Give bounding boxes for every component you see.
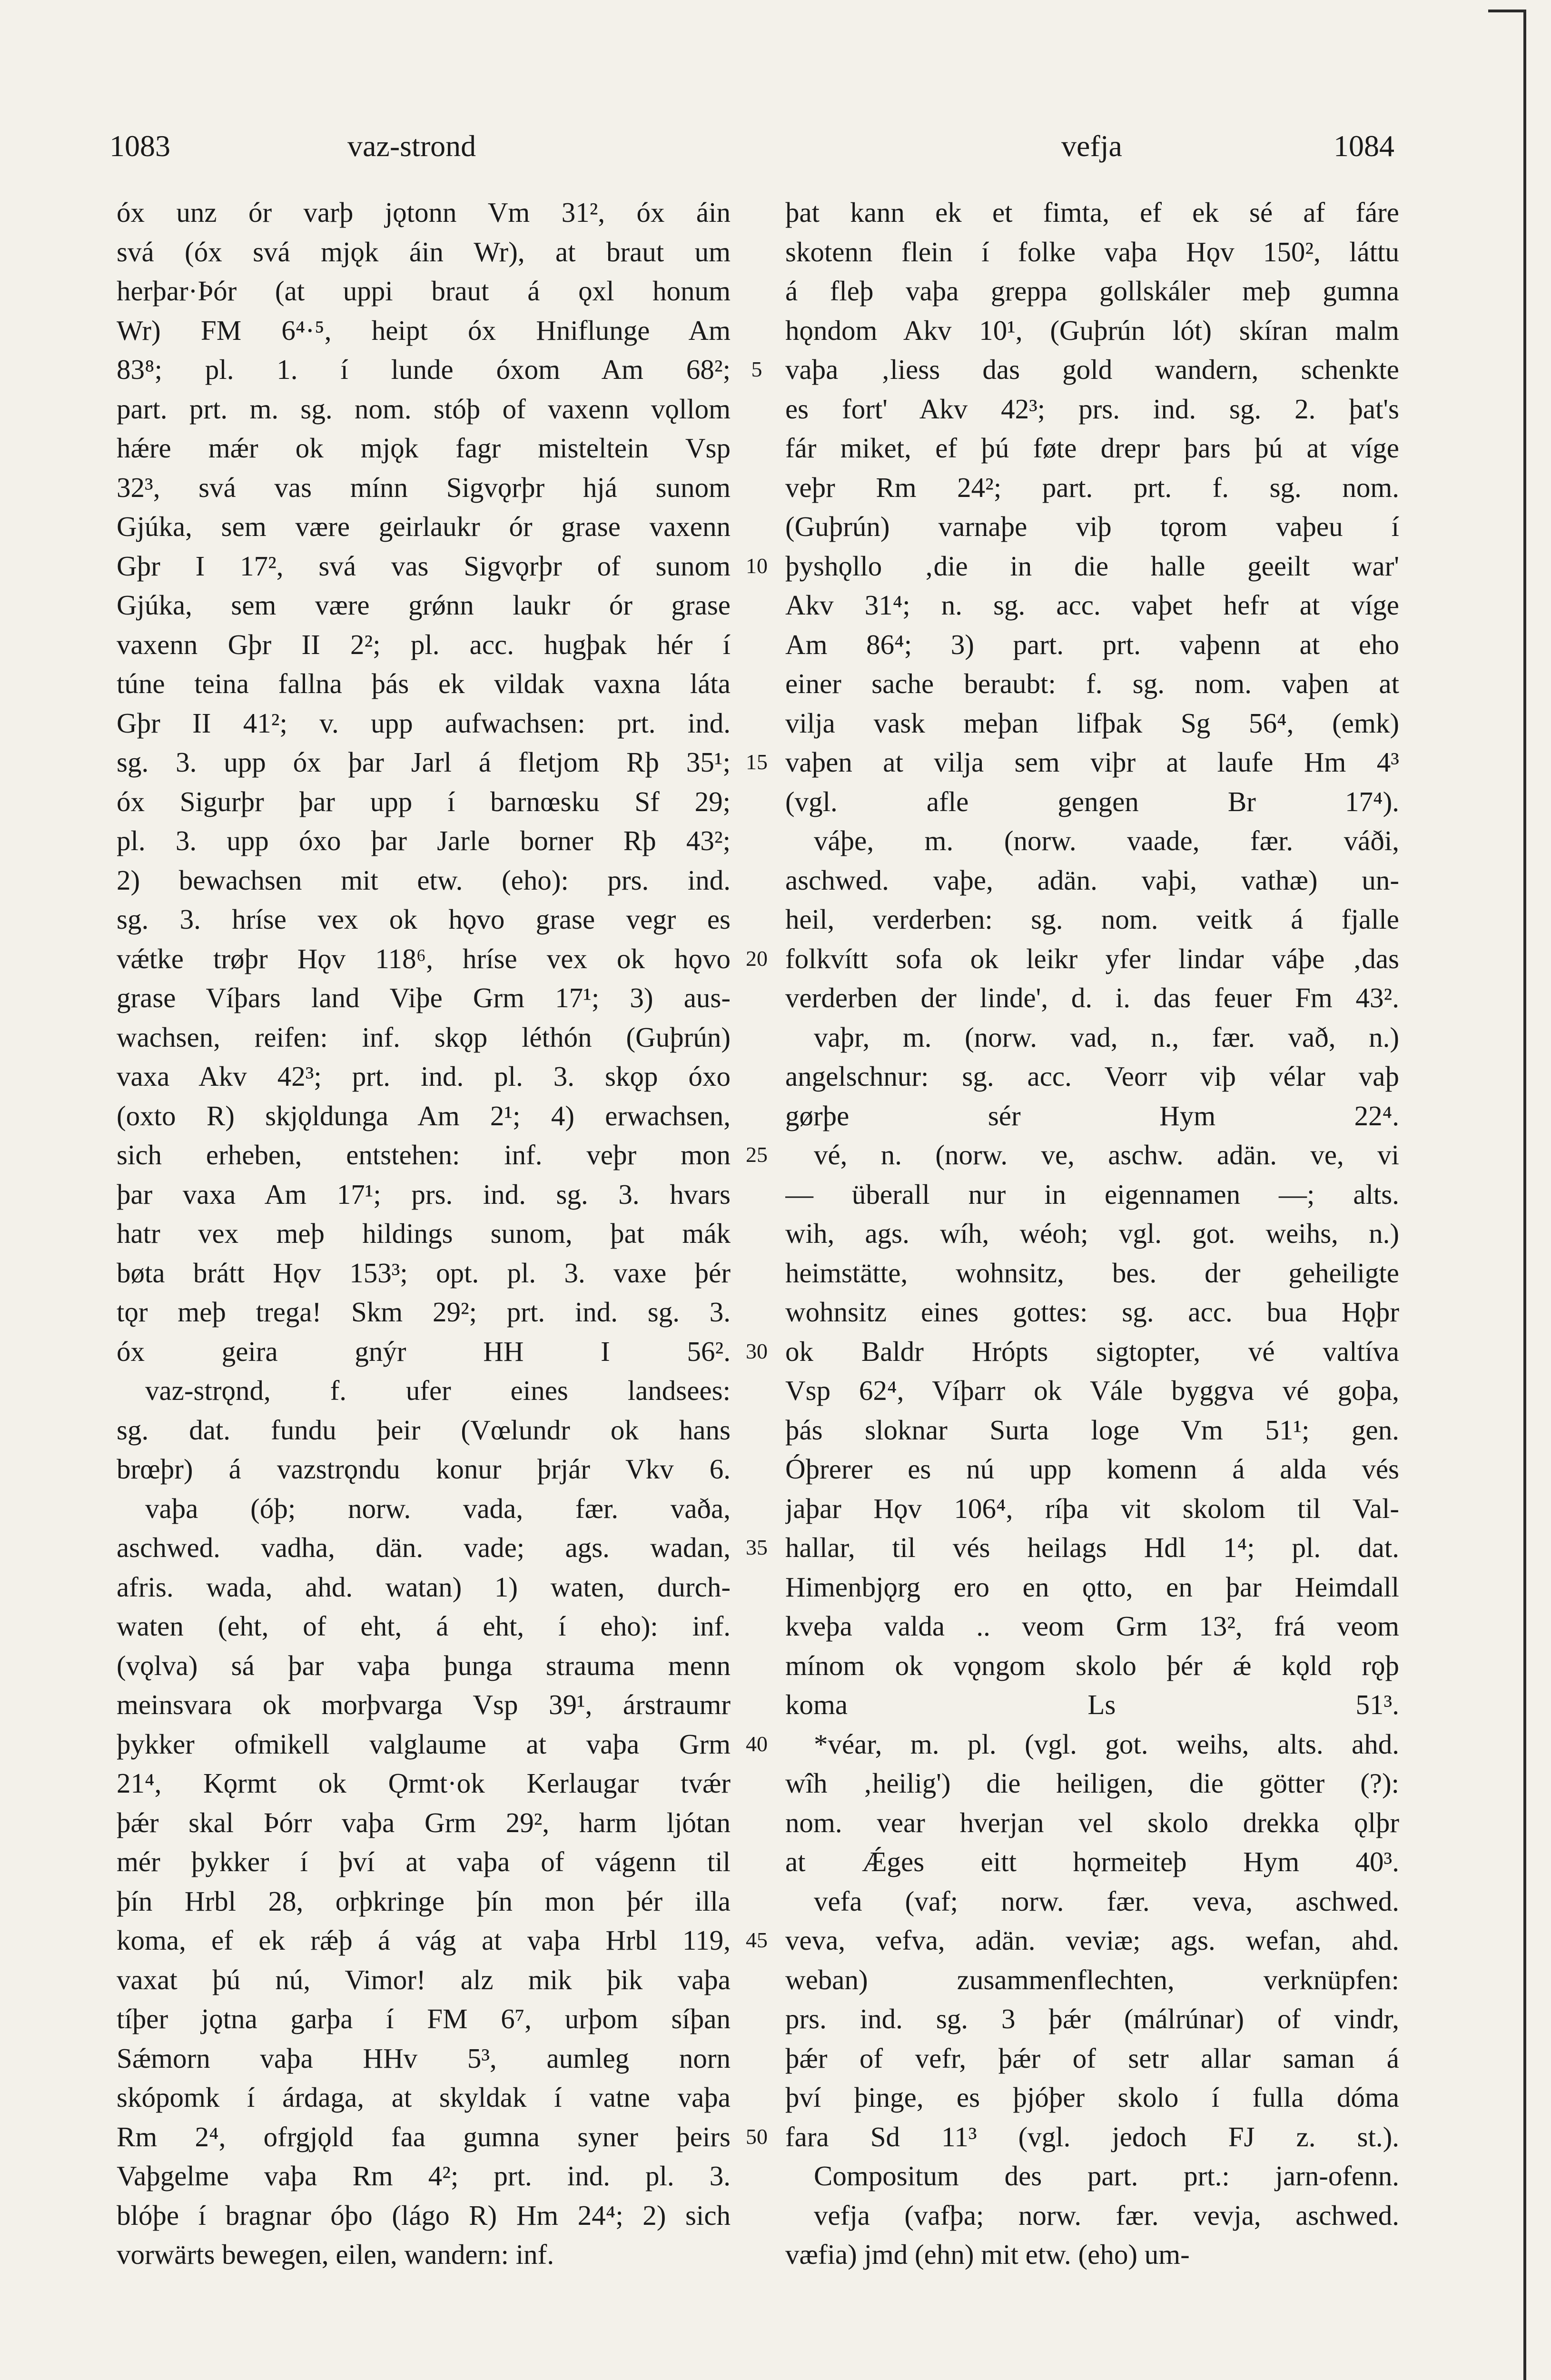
text-line: blóþe í bragnar óþo (lágo R) Hm 24⁴; 2) sich (117, 2199, 731, 2231)
text-line: waten (eht, of eht, á eht, í eho): inf. (117, 1610, 731, 1642)
text-line: Gjúka, sem være geirlaukr ór grase vaxenn (117, 511, 731, 542)
text-line: Himenbjǫrg ero en ǫtto, en þar Heimdall (785, 1571, 1399, 1603)
text-line: meinsvara ok morþvarga Vsp 39¹, árstraumr (117, 1689, 731, 1720)
text-line: mínom ok vǫngom skolo þér ǽ kǫld rǫþ (785, 1649, 1399, 1681)
text-line: Akv 31⁴; n. sg. acc. vaþet hefr at víge (785, 589, 1399, 621)
text-line: es fort' Akv 42³; prs. ind. sg. 2. þat's (785, 393, 1399, 425)
line-number: 50 (746, 2124, 768, 2149)
text-line: þykker ofmikell valglaume at vaþa Grm (117, 1728, 731, 1760)
right-column (785, 193, 1399, 2274)
text-line: vaz-strǫnd, f. ufer eines landsees: (145, 1375, 731, 1406)
line-number: 40 (746, 1731, 768, 1756)
text-line: túne teina fallna þás ek vildak vaxna láta (117, 668, 731, 699)
text-line: á fleþ vaþa greppa gollskáler meþ gumna (785, 275, 1399, 307)
text-line: hǽre mǽr ok mjǫk fagr misteltein Vsp (117, 432, 731, 464)
text-line: skotenn flein í folke vaþa Hǫv 150², láttu (785, 236, 1399, 268)
text-line: herþar·Þór (at uppi braut á ǫxl honum (117, 275, 731, 307)
text-line: aschwed. vaþe, adän. vaþi, vathæ) un- (785, 864, 1399, 896)
text-line: ok Baldr Hrópts sigtopter, vé valtíva (785, 1335, 1399, 1367)
text-line: óx Sigurþr þar upp í barnœsku Sf 29; (117, 785, 731, 817)
line-number: 30 (746, 1339, 768, 1363)
text-line: wîh ‚heilig') die heiligen, die götter (?): (785, 1767, 1399, 1799)
text-line: þǽr of vefr, þǽr of setr allar saman á (785, 2042, 1399, 2074)
text-line: wih, ags. wíh, wéoh; vgl. got. weihs, n.) (785, 1218, 1399, 1249)
text-line: sg. 3. upp óx þar Jarl á fletjom Rþ 35¹; (117, 746, 731, 778)
text-line: koma, ef ek rǽþ á vág at vaþa Hrbl 119, (117, 1924, 731, 1956)
text-line: vaþa (óþ; norw. vada, fær. vaða, (145, 1492, 731, 1524)
page-number-left: 1083 (109, 129, 170, 163)
text-line: Vaþgelme vaþa Rm 4²; prt. ind. pl. 3. (117, 2160, 731, 2192)
text-line: 21⁴, Kǫrmt ok Ǫrmt·ok Kerlaugar tvǽr (117, 1767, 731, 1799)
text-line: fár miket, ef þú føte drepr þars þú at víge (785, 432, 1399, 464)
text-line: hatr vex meþ hildings sunom, þat mák (117, 1218, 731, 1249)
text-line: Óþrerer es nú upp komenn á alda vés (785, 1453, 1399, 1485)
text-line: 2) bewachsen mit etw. (eho): prs. ind. (117, 864, 731, 896)
text-line: wachsen, reifen: inf. skǫp léthón (Guþrún) (117, 1021, 731, 1053)
text-line: *véar, m. pl. (vgl. got. weihs, alts. ahd. (814, 1728, 1399, 1760)
text-line: Sǽmorn vaþa HHv 5³, aumleg norn (117, 2042, 731, 2074)
text-line: svá (óx svá mjǫk áin Wr), at braut um (117, 236, 731, 268)
text-line: þar vaxa Am 17¹; prs. ind. sg. 3. hvars (117, 1178, 731, 1210)
text-line: vaxa Akv 42³; prt. ind. pl. 3. skǫp óxo (117, 1061, 731, 1092)
text-line: þǽr skal Þórr vaþa Grm 29², harm ljótan (117, 1806, 731, 1838)
text-line: vaxenn Gþr II 2²; pl. acc. hugþak hér í (117, 628, 731, 660)
text-line: (vgl. afle gengen Br 17⁴). (785, 785, 1399, 817)
text-line: grase Víþars land Viþe Grm 17¹; 3) aus- (117, 982, 731, 1013)
text-line: weban) zusammenflechten, verknüpfen: (785, 1964, 1399, 1995)
text-line: (oxto R) skjǫldunga Am 2¹; 4) erwachsen, (117, 1100, 731, 1131)
text-line: vaþa ‚liess das gold wandern, schenkte (785, 354, 1399, 385)
text-line: wohnsitz eines gottes: sg. acc. bua Hǫþr (785, 1296, 1399, 1328)
text-line: hǫndom Akv 10¹, (Guþrún lót) skíran malm (785, 314, 1399, 346)
text-line: at Ǽges eitt hǫrmeiteþ Hym 40³. (785, 1846, 1399, 1877)
text-line: vé, n. (norw. ve, aschw. adän. ve, vi (814, 1139, 1399, 1170)
text-line: veþr Rm 24²; part. prt. f. sg. nom. (785, 471, 1399, 503)
text-line: Wr) FM 6⁴·⁵, heipt óx Hniflunge Am (117, 314, 731, 346)
text-line: hallar, til vés heilags Hdl 1⁴; pl. dat. (785, 1532, 1399, 1563)
text-line: 83⁸; pl. 1. í lunde óxom Am 68²; (117, 354, 731, 385)
text-line: jaþar Hǫv 106⁴, ríþa vit skolom til Val- (785, 1492, 1399, 1524)
text-line: vǽtke trøþr Hǫv 118⁶, hríse vex ok hǫvo (117, 942, 731, 974)
page-number-right: 1084 (1334, 129, 1394, 163)
text-line: vilja vask meþan lifþak Sg 56⁴, (emk) (785, 707, 1399, 739)
text-line: mér þykker í því at vaþa of vágenn til (117, 1846, 731, 1877)
text-line: Vsp 62⁴, Víþarr ok Vále byggva vé goþa, (785, 1375, 1399, 1406)
line-number: 35 (746, 1535, 768, 1559)
text-line: — überall nur in eigennamen —; alts. (785, 1178, 1399, 1210)
text-line: váþe, m. (norw. vaade, fær. váði, (814, 825, 1399, 856)
text-line: þat kann ek et fimta, ef ek sé af fáre (785, 197, 1399, 228)
text-line: Gþr I 17², svá vas Sigvǫrþr of sunom (117, 550, 731, 582)
line-number: 5 (751, 357, 762, 381)
text-line: fara Sd 11³ (vgl. jedoch FJ z. st.). (785, 2121, 1399, 2152)
text-line: heimstätte, wohnsitz, bes. der geheiligte (785, 1257, 1399, 1289)
text-line: þyshǫllo ‚die in die halle geeilt war' (785, 550, 1399, 582)
text-line: sich erheben, entstehen: inf. veþr mon (117, 1139, 731, 1170)
text-line: vaþr, m. (norw. vad, n., fær. vað, n.) (814, 1021, 1399, 1053)
page-header (109, 129, 1394, 176)
text-line: (Guþrún) varnaþe viþ tǫrom vaþeu í (785, 511, 1399, 542)
line-number: 20 (746, 946, 768, 971)
line-number: 10 (746, 553, 768, 578)
text-line: aschwed. vadha, dän. vade; ags. wadan, (117, 1532, 731, 1563)
text-line: bøta brátt Hǫv 153³; opt. pl. 3. vaxe þér (117, 1257, 731, 1289)
text-line: skópomk í árdaga, at skyldak í vatne vaþa (117, 2082, 731, 2113)
text-line: heil, verderben: sg. nom. veitk á fjalle (785, 903, 1399, 935)
text-line: þás sloknar Surta loge Vm 51¹; gen. (785, 1414, 1399, 1446)
text-line: angelschnur: sg. acc. Veorr viþ vélar vaþ (785, 1061, 1399, 1092)
running-head-right: vefja (1061, 129, 1122, 163)
page-edge-mark (1488, 10, 1526, 12)
text-line: væfia) jmd (ehn) mit etw. (eho) um- (785, 2239, 1190, 2270)
text-line: (vǫlva) sá þar vaþa þunga strauma menn (117, 1649, 731, 1681)
text-line: sg. 3. hríse vex ok hǫvo grase vegr es (117, 903, 731, 935)
line-number: 45 (746, 1928, 768, 1952)
text-line: koma Ls 51³. (785, 1689, 1399, 1720)
text-line: óx unz ór varþ jǫtonn Vm 31², óx áin (117, 197, 731, 228)
text-line: einer sache beraubt: f. sg. nom. vaþen at (785, 668, 1399, 699)
text-line: því þinge, es þjóþer skolo í fulla dóma (785, 2082, 1399, 2113)
text-line: afris. wada, ahd. watan) 1) waten, durch- (117, 1571, 731, 1603)
text-line: Gþr II 41²; v. upp aufwachsen: prt. ind. (117, 707, 731, 739)
text-line: Am 86⁴; 3) part. prt. vaþenn at eho (785, 628, 1399, 660)
text-line: Rm 2⁴, ofrgjǫld faa gumna syner þeirs (117, 2121, 731, 2152)
line-number: 25 (746, 1142, 768, 1167)
left-column (117, 193, 731, 2274)
text-line: Compositum des part. prt.: jarn-ofenn. (814, 2160, 1399, 2192)
page-edge-rule (1523, 10, 1526, 2380)
running-head-left: vaz-strond (347, 129, 476, 163)
text-line: vefa (vaf; norw. fær. veva, aschwed. (814, 1885, 1399, 1917)
text-line: gørþe sér Hym 22⁴. (785, 1100, 1399, 1131)
text-line: vaþen at vilja sem viþr at laufe Hm 4³ (785, 746, 1399, 778)
text-line: prs. ind. sg. 3 þǽr (málrúnar) of vindr, (785, 2003, 1399, 2034)
text-line: vorwärts bewegen, eilen, wandern: inf. (117, 2239, 554, 2270)
text-line: sg. dat. fundu þeir (Vœlundr ok hans (117, 1414, 731, 1446)
text-line: 32³, svá vas mínn Sigvǫrþr hjá sunom (117, 471, 731, 503)
line-number: 15 (746, 750, 768, 774)
text-line: part. prt. m. sg. nom. stóþ of vaxenn vǫllom (117, 393, 731, 425)
text-line: folkvítt sofa ok leikr yfer lindar váþe ‚das (785, 942, 1399, 974)
text-line: tíþer jǫtna garþa í FM 6⁷, urþom síþan (117, 2003, 731, 2034)
text-line: tǫr meþ trega! Skm 29²; prt. ind. sg. 3. (117, 1296, 731, 1328)
text-line: kveþa valda .. veom Grm 13², frá veom (785, 1610, 1399, 1642)
text-line: verderben der linde', d. i. das feuer Fm 43². (785, 982, 1399, 1013)
text-line: veva, vefva, adän. veviæ; ags. wefan, ahd. (785, 1924, 1399, 1956)
text-line: þín Hrbl 28, orþkringe þín mon þér illa (117, 1885, 731, 1917)
text-line: pl. 3. upp óxo þar Jarle borner Rþ 43²; (117, 825, 731, 856)
text-line: Gjúka, sem være grǿnn laukr ór grase (117, 589, 731, 621)
text-line: brœþr) á vazstrǫndu konur þrjár Vkv 6. (117, 1453, 731, 1485)
text-line: óx geira gnýr HH I 56². (117, 1335, 731, 1367)
text-line: nom. vear hverjan vel skolo drekka ǫlþr (785, 1806, 1399, 1838)
text-line: vaxat þú nú, Vimor! alz mik þik vaþa (117, 1964, 731, 1995)
text-line: vefja (vafþa; norw. fær. vevja, aschwed. (814, 2199, 1399, 2231)
